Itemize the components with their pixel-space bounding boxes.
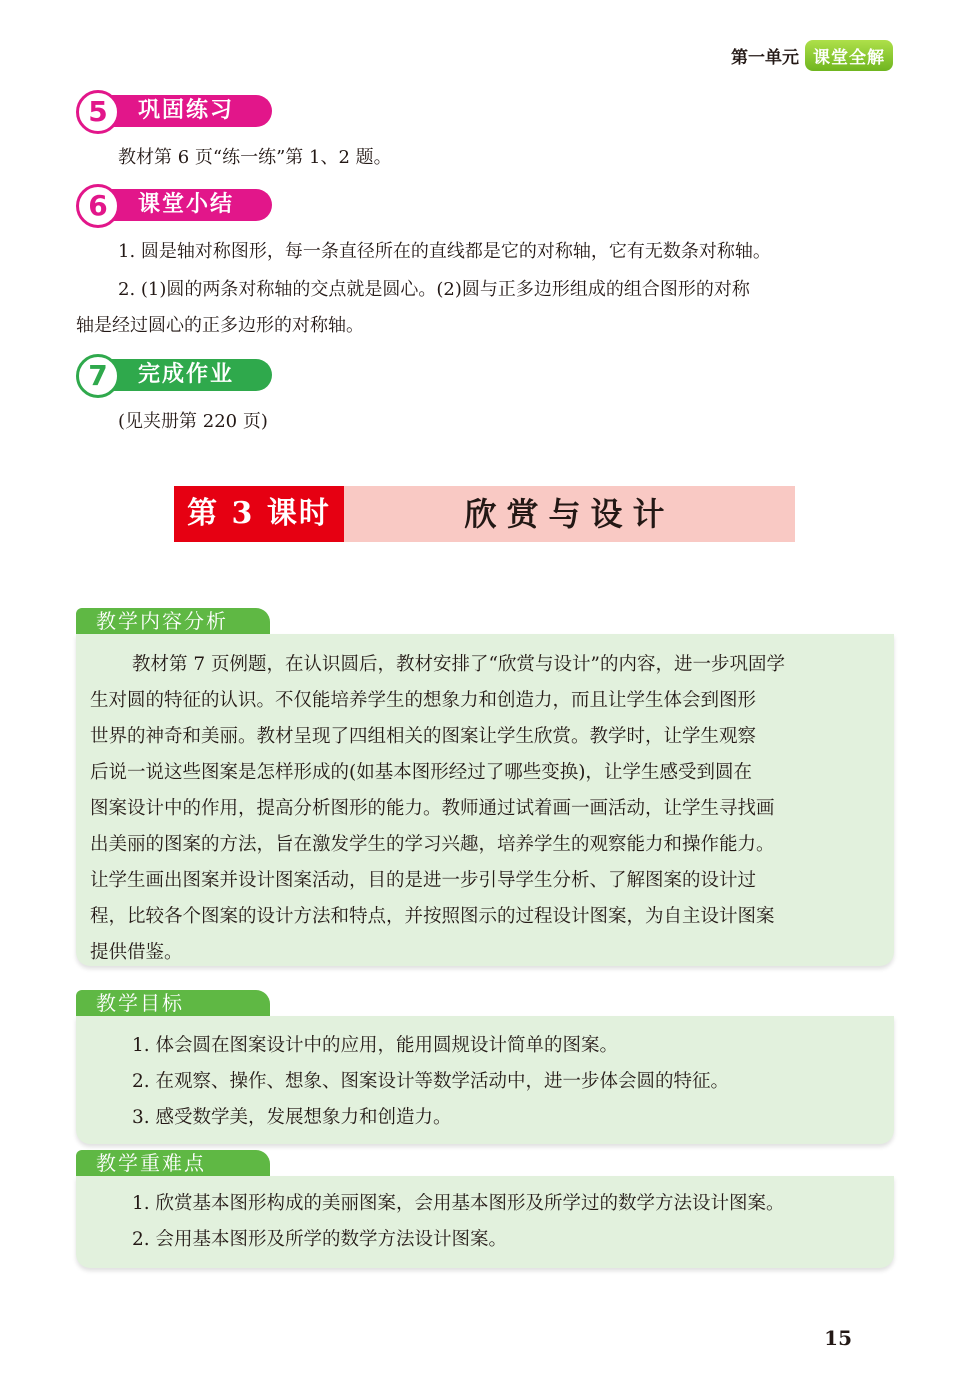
- summary-item-1: 1. 圆是轴对称图形，每一条直径所在的直线都是它的对称轴，它有无数条对称轴。: [118, 241, 771, 262]
- analysis-line: 出美丽的图案的方法，旨在激发学生的学习兴趣，培养学生的观察能力和操作能力。: [90, 834, 775, 855]
- lesson-name: 欣赏与设计: [464, 495, 675, 533]
- header-badge: 课堂全解: [805, 40, 893, 71]
- page-number: 15: [824, 1326, 852, 1350]
- keypoint-item: 1. 欣赏基本图形构成的美丽图案，会用基本图形及所学过的数学方法设计图案。: [132, 1193, 785, 1214]
- analysis-line: 教材第 7 页例题，在认识圆后，教材安排了“欣赏与设计”的内容，进一步巩固学: [132, 654, 785, 675]
- running-header: [731, 40, 893, 70]
- summary-item-2-cont: 轴是经过圆心的正多边形的对称轴。: [76, 315, 364, 336]
- lesson-tag: 第 3 课时: [174, 486, 344, 542]
- homework-note: (见夹册第 220 页): [118, 411, 268, 432]
- section-5-title: 巩固练习: [138, 98, 235, 123]
- section-6-heading: [76, 184, 276, 226]
- analysis-line: 世界的神奇和美丽。教材呈现了四组相关的图案让学生欣赏。教学时，让学生观察: [90, 726, 757, 747]
- lesson-banner: [174, 486, 795, 542]
- analysis-label: 教学内容分析: [76, 608, 270, 634]
- analysis-box: [76, 634, 894, 966]
- goal-item: 2. 在观察、操作、想象、图案设计等数学活动中，进一步体会圆的特征。: [132, 1071, 730, 1092]
- analysis-line: 生对圆的特征的认识。不仅能培养学生的想象力和创造力，而且让学生体会到图形: [90, 690, 757, 711]
- section-6-number: 6: [76, 184, 120, 228]
- section-5-number: 5: [76, 90, 120, 134]
- analysis-line: 图案设计中的作用，提高分析图形的能力。教师通过试着画一画活动，让学生寻找画: [90, 798, 775, 819]
- goal-item: 1. 体会圆在图案设计中的应用，能用圆规设计简单的图案。: [132, 1035, 619, 1056]
- section-6-title: 课堂小结: [138, 192, 235, 217]
- keypoints-label: 教学重难点: [76, 1150, 270, 1176]
- unit-label: 第一单元: [731, 47, 799, 68]
- keypoint-item: 2. 会用基本图形及所学的数学方法设计图案。: [132, 1229, 508, 1250]
- section-7-number: 7: [76, 354, 120, 398]
- keypoints-box: [76, 1176, 894, 1268]
- analysis-line: 程，比较各个图案的设计方法和特点，并按照图示的过程设计图案，为自主设计图案: [90, 906, 775, 927]
- goals-box: [76, 1016, 894, 1144]
- summary-item-2: 2. (1)圆的两条对称轴的交点就是圆心。(2)圆与正多边形组成的组合图形的对称: [118, 279, 750, 300]
- section-7-heading: [76, 354, 276, 396]
- section-5-body: 教材第 6 页“练一练”第 1、2 题。: [118, 147, 392, 168]
- analysis-line: 提供借鉴。: [90, 942, 183, 963]
- section-7-title: 完成作业: [138, 362, 235, 387]
- goal-item: 3. 感受数学美，发展想象力和创造力。: [132, 1107, 452, 1128]
- goals-label: 教学目标: [76, 990, 270, 1016]
- section-5-heading: [76, 90, 276, 132]
- analysis-line: 后说一说这些图案是怎样形成的(如基本图形经过了哪些变换)，让学生感受到圆在: [90, 762, 752, 783]
- analysis-line: 让学生画出图案并设计图案活动，目的是进一步引导学生分析、了解图案的设计过: [90, 870, 757, 891]
